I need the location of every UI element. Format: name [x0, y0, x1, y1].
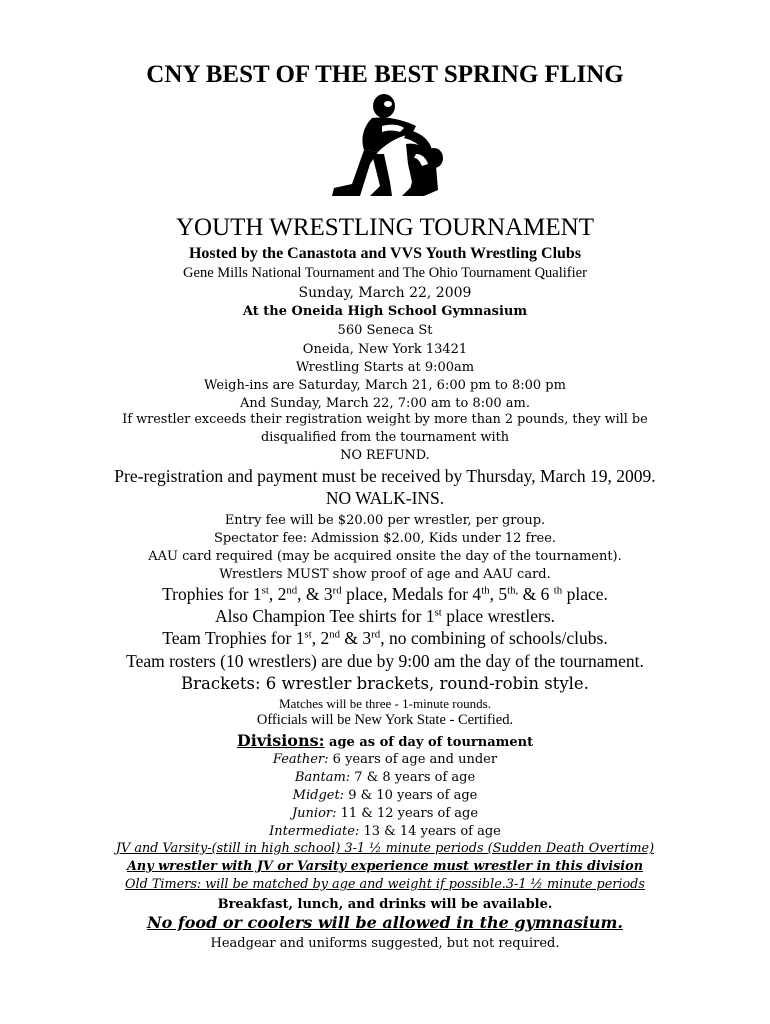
- weighins-sunday: And Sunday, March 22, 7:00 am to 8:00 am.: [240, 396, 530, 411]
- division-junior: Junior: 11 & 12 years of age: [291, 806, 479, 821]
- division-bantam: Bantam: 7 & 8 years of age: [294, 770, 476, 785]
- jv-varsity-rule: Any wrestler with JV or Varsity experience must wrestler in this division: [126, 859, 643, 874]
- division-intermediate: Intermediate: 13 & 14 years of age: [269, 824, 501, 839]
- spectator-fee: Spectator fee: Admission $2.00, Kids under 12 free.: [213, 531, 557, 546]
- disqualification-line-2: disqualified from the tournament with: [261, 430, 509, 445]
- hosted-by: Hosted by the Canastota and VVS Youth Wrestling Clubs: [188, 245, 582, 262]
- disqualification-line-1: If wrestler exceeds their registration weight by more than 2 pounds, they will be: [122, 412, 648, 427]
- qualifier-text: Gene Mills National Tournament and The Ohio Tournament Qualifier: [183, 265, 587, 281]
- event-date: Sunday, March 22, 2009: [298, 285, 472, 301]
- no-walk-ins: NO WALK-INS.: [325, 488, 445, 508]
- divisions-heading: [0, 733, 770, 750]
- proof-of-age: Wrestlers MUST show proof of age and AAU card.: [219, 567, 551, 582]
- food-available: Breakfast, lunch, and drinks will be available.: [217, 897, 553, 912]
- champion-tee-shirts: Also Champion Tee shirts for 1st place wrestlers.: [214, 606, 556, 626]
- officials: Officials will be New York State - Certified.: [256, 712, 514, 728]
- brackets: Brackets: 6 wrestler brackets, round-robin style.: [181, 674, 589, 693]
- start-time: Wrestling Starts at 9:00am: [295, 360, 475, 375]
- wrestlers-icon: [312, 92, 452, 202]
- divisions-note: age as of day of tournament: [324, 735, 534, 750]
- jv-varsity-division: JV and Varsity-(still in high school) 3-1 ½ minute periods (Sudden Death Overtime): [115, 841, 655, 856]
- old-timers-division: Old Timers: will be matched by age and weight if possible.3-1 ½ minute periods: [125, 877, 645, 892]
- no-refund: NO REFUND.: [340, 448, 430, 463]
- trophies-line: Trophies for 1st, 2nd, & 3rd place, Medals for 4th, $5^{th,}$ & 6 $^{th}$ place.: [162, 584, 608, 604]
- divisions-label: Divisions:: [236, 731, 325, 750]
- headgear-note: Headgear and uniforms suggested, but not required.: [210, 936, 560, 951]
- no-food-notice: No food or coolers will be allowed in the gymnasium.: [147, 913, 623, 932]
- division-feather: Feather: 6 years of age and under: [272, 752, 498, 767]
- weighins-saturday: Weigh-ins are Saturday, March 21, 6:00 pm to 8:00 pm: [204, 378, 566, 393]
- match-rounds: Matches will be three - 1-minute rounds.: [279, 696, 491, 711]
- division-midget: Midget: 9 & 10 years of age: [292, 788, 478, 803]
- venue-city: Oneida, New York 13421: [302, 342, 468, 357]
- team-trophies: Team Trophies for 1st, 2nd & 3rd, no combining of schools/clubs.: [162, 628, 608, 648]
- venue-name: At the Oneida High School Gymnasium: [242, 304, 528, 319]
- venue-street: 560 Seneca St: [337, 323, 433, 338]
- entry-fee: Entry fee will be $20.00 per wrestler, per group.: [224, 513, 546, 528]
- team-rosters: Team rosters (10 wrestlers) are due by 9:00 am the day of the tournament.: [126, 651, 644, 671]
- flyer-title: CNY BEST OF THE BEST SPRING FLING: [146, 61, 624, 88]
- tournament-subtitle: YOUTH WRESTLING TOURNAMENT: [175, 214, 595, 241]
- pre-registration-deadline: Pre-registration and payment must be received by Thursday, March 19, 2009.: [114, 466, 656, 486]
- aau-card-required: AAU card required (may be acquired onsite the day of the tournament).: [148, 549, 622, 564]
